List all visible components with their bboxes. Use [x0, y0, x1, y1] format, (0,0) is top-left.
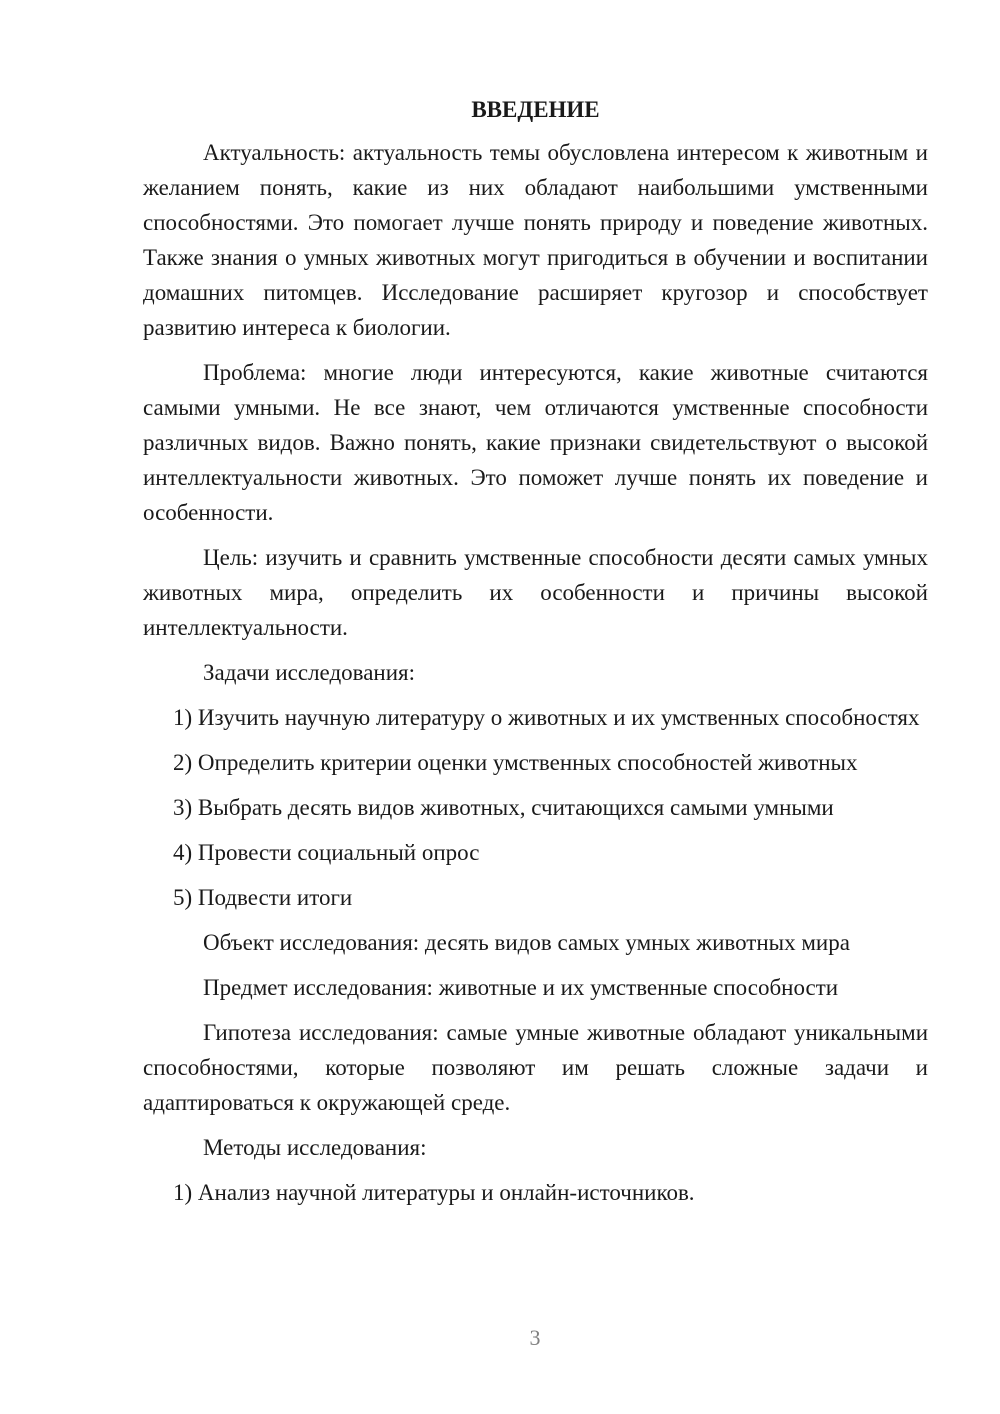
task-item: 2) Определить критерии оценки умственных способностей животных: [173, 750, 858, 775]
task-item: 5) Подвести итоги: [173, 885, 353, 910]
hypothesis-paragraph: Гипотеза исследования: самые умные животные обладают уникальными способностями, которые позволяют им решать сложные задачи и адаптироваться к окружающей среде.: [143, 1020, 928, 1115]
method-item: 1) Анализ научной литературы и онлайн-источников.: [173, 1180, 695, 1205]
problem-paragraph: Проблема: многие люди интересуются, какие животные считаются самыми умными. Не все знают, чем отличаются умственные способности различных видов. Важно понять, какие признаки свидетельствуют о высокой интеллектуальности животных. Это поможет лучше понять их поведение и особенности.: [143, 360, 928, 525]
relevance-paragraph: Актуальность: актуальность темы обусловлена интересом к животным и желанием понять, какие из них обладают наибольшими умственными способностями. Это помогает лучше понять природу и поведение животных. Также знания о умных животных могут пригодиться в обучении и воспитании домашних питомцев. Исследование расширяет кругозор и способствует развитию интереса к биологии.: [143, 140, 928, 340]
goal-paragraph: Цель: изучить и сравнить умственные способности десяти самых умных животных мира, определить их особенности и причины высокой интеллектуальности.: [143, 545, 928, 640]
page-number: 3: [529, 1325, 541, 1350]
section-title: ВВЕДЕНИЕ: [471, 97, 600, 122]
object-line: Объект исследования: десять видов самых умных животных мира: [203, 930, 850, 955]
subject-line: Предмет исследования: животные и их умственные способности: [203, 975, 839, 1000]
task-item: 1) Изучить научную литературу о животных и их умственных способностях: [173, 705, 920, 730]
methods-heading: Методы исследования:: [203, 1135, 427, 1160]
tasks-heading: Задачи исследования:: [203, 660, 416, 685]
page-content: [143, 92, 928, 1220]
task-item: 4) Провести социальный опрос: [173, 840, 480, 865]
task-item: 3) Выбрать десять видов животных, считающихся самыми умными: [173, 795, 834, 820]
